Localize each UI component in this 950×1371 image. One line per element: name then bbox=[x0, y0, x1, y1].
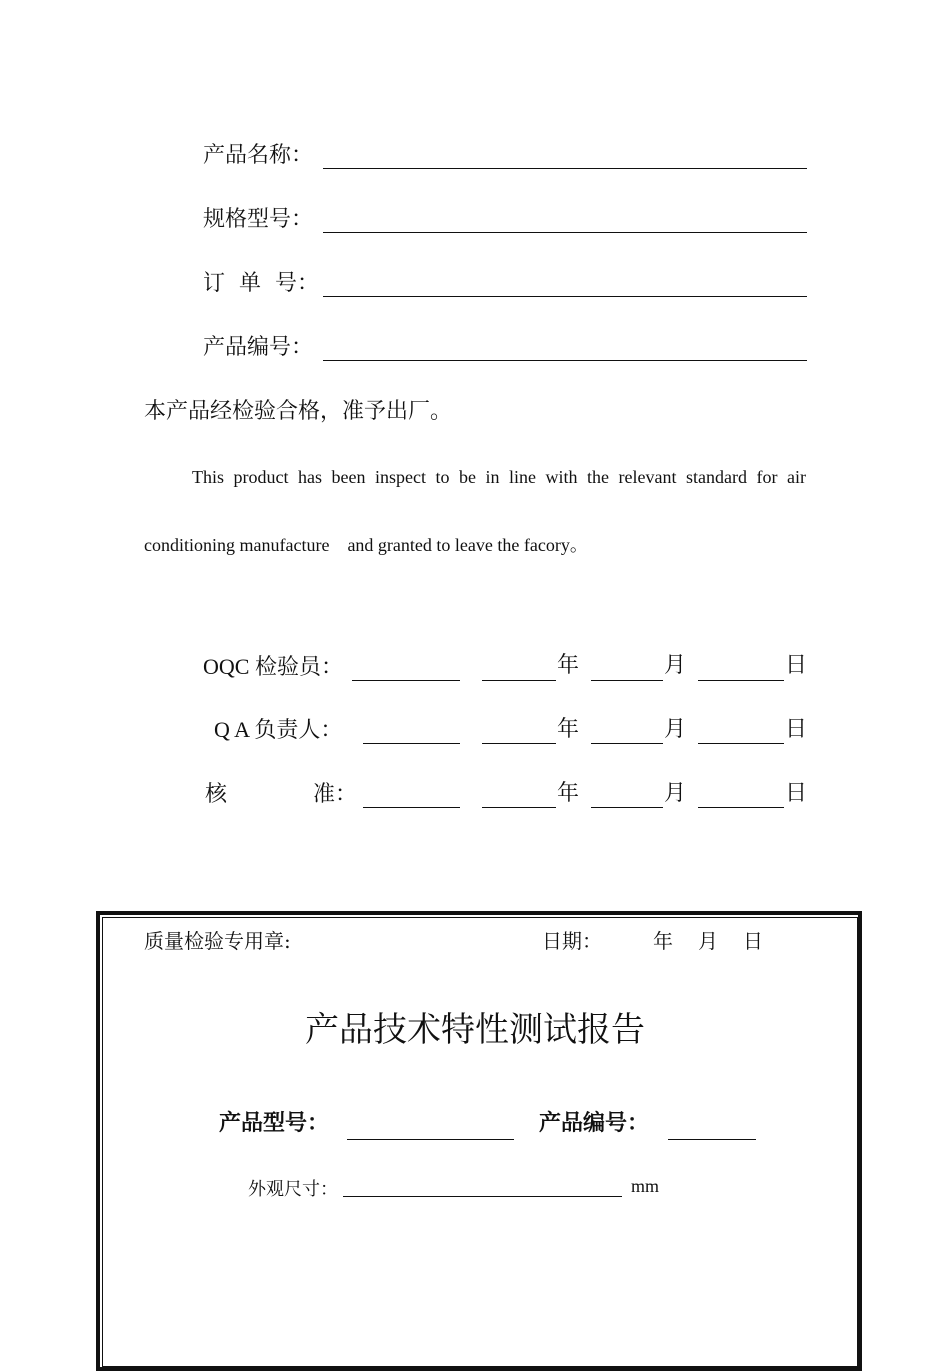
report-date-day: 日 bbox=[743, 929, 763, 953]
approval-statement-cn: 本产品经检验合格，准予出厂。 bbox=[144, 399, 453, 424]
approve-year-field[interactable] bbox=[482, 807, 556, 808]
quality-stamp-label: 质量检验专用章: bbox=[144, 929, 291, 953]
report-serial-field[interactable] bbox=[668, 1139, 756, 1140]
report-date-label: 日期： bbox=[542, 929, 602, 953]
product-name-field[interactable] bbox=[323, 168, 807, 169]
approve-day-field[interactable] bbox=[698, 807, 784, 808]
qa-month-field[interactable] bbox=[591, 743, 663, 744]
oqc-day-label: 日 bbox=[785, 653, 808, 678]
qa-year-field[interactable] bbox=[482, 743, 556, 744]
oqc-month-label: 月 bbox=[664, 653, 687, 678]
approve-signature-field[interactable] bbox=[363, 807, 460, 808]
approve-label-left: 核 bbox=[205, 781, 228, 806]
approve-year-label: 年 bbox=[557, 781, 580, 806]
model-field[interactable] bbox=[323, 232, 807, 233]
oqc-year-field[interactable] bbox=[482, 680, 556, 681]
serial-label: 产品编号： bbox=[203, 335, 314, 360]
report-frame-inner bbox=[102, 917, 858, 1367]
approval-statement-en-line1: This product has been inspect to be in line with the relevant standard for air bbox=[192, 467, 806, 487]
report-model-label: 产品型号： bbox=[219, 1111, 330, 1136]
approve-day-label: 日 bbox=[785, 781, 808, 806]
oqc-month-field[interactable] bbox=[591, 680, 663, 681]
serial-field[interactable] bbox=[323, 360, 807, 361]
qa-day-label: 日 bbox=[785, 717, 808, 742]
oqc-year-label: 年 bbox=[557, 653, 580, 678]
report-title: 产品技术特性测试报告 bbox=[305, 1010, 645, 1050]
oqc-inspector-label: OQC 检验员： bbox=[203, 654, 343, 679]
approve-month-label: 月 bbox=[664, 781, 687, 806]
oqc-signature-field[interactable] bbox=[352, 680, 460, 681]
report-model-field[interactable] bbox=[347, 1139, 514, 1140]
approve-month-field[interactable] bbox=[591, 807, 663, 808]
report-serial-label: 产品编号： bbox=[539, 1111, 650, 1136]
approval-statement-en-line2: conditioning manufacture and granted to leave the facory。 bbox=[144, 535, 588, 555]
dimension-label: 外观尺寸： bbox=[248, 1179, 338, 1200]
qa-responsible-label: Q A 负责人： bbox=[214, 717, 343, 742]
model-label: 规格型号： bbox=[203, 207, 314, 232]
order-number-label: 订 单 号： bbox=[203, 271, 319, 296]
qa-signature-field[interactable] bbox=[363, 743, 460, 744]
dimension-field[interactable] bbox=[343, 1196, 622, 1197]
oqc-day-field[interactable] bbox=[698, 680, 784, 681]
product-name-label: 产品名称： bbox=[203, 143, 314, 168]
report-date-month: 月 bbox=[698, 929, 718, 953]
qa-year-label: 年 bbox=[557, 717, 580, 742]
order-number-field[interactable] bbox=[323, 296, 807, 297]
qa-month-label: 月 bbox=[664, 717, 687, 742]
dimension-unit: mm bbox=[631, 1176, 660, 1196]
report-date-year: 年 bbox=[653, 929, 673, 953]
approve-label-right: 准： bbox=[313, 781, 358, 806]
qa-day-field[interactable] bbox=[698, 743, 784, 744]
